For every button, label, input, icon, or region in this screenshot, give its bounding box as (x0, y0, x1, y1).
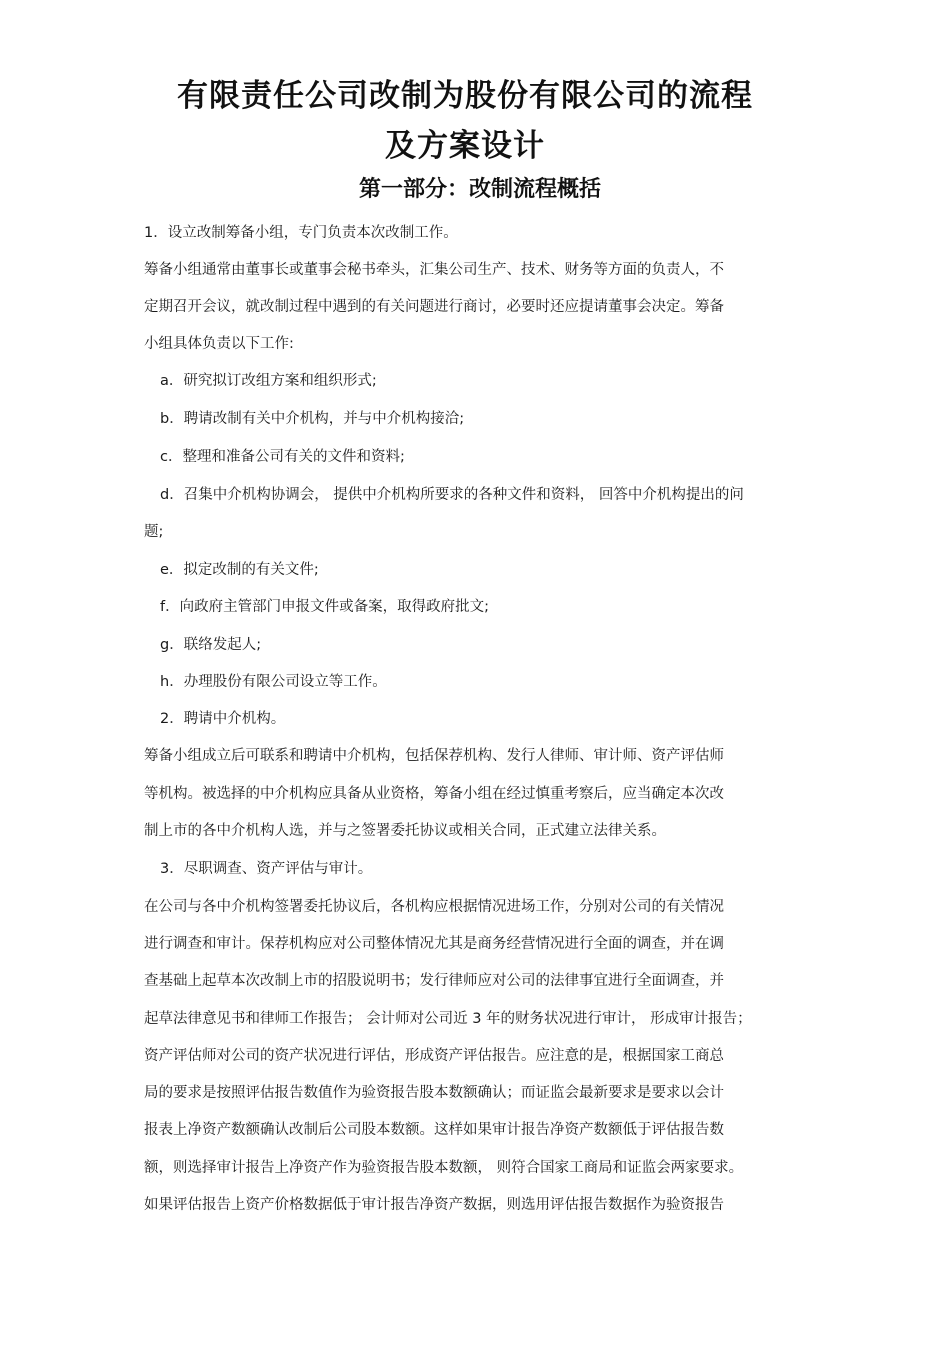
paragraph-line: 进行调查和审计。保荐机构应对公司整体情况尤其是商务经营情况进行全面的调查，并在调 (144, 936, 724, 952)
list-item-d: d．召集中介机构协调会， 提供中介机构所要求的各种文件和资料， 回答中介机构提出的问 (160, 487, 744, 503)
paragraph-line: 资产评估师对公司的资产状况进行评估，形成资产评估报告。应注意的是，根据国家工商总 (144, 1048, 724, 1064)
heading-item-3: 3．尽职调查、资产评估与审计。 (160, 861, 373, 877)
list-item-g: g．联络发起人; (160, 637, 262, 653)
section-title: 第一部分：改制流程概括 (358, 176, 601, 202)
paragraph-line: 查基础上起草本次改制上市的招股说明书；发行律师应对公司的法律事宜进行全面调查，并 (144, 973, 724, 989)
paragraph-line: 报表上净资产数额确认改制后公司股本数额。这样如果审计报告净资产数额低于评估报告数 (144, 1122, 724, 1138)
list-item-d-continued: 题; (144, 524, 164, 540)
list-item-c: c．整理和准备公司有关的文件和资料; (160, 449, 405, 465)
paragraph-line: 筹备小组通常由董事长或董事会秘书牵头，汇集公司生产、技术、财务等方面的负责人，不 (144, 262, 724, 278)
paragraph-line: 定期召开会议，就改制过程中遇到的有关问题进行商讨，必要时还应提请董事会决定。筹备 (144, 299, 724, 315)
list-item-e: e．拟定改制的有关文件; (160, 562, 319, 578)
list-item-f: f．向政府主管部门申报文件或备案，取得政府批文; (160, 599, 489, 615)
paragraph-line: 局的要求是按照评估报告数值作为验资报告股本数额确认；而证监会最新要求是要求以会计 (144, 1085, 724, 1101)
paragraph-line: 等机构。被选择的中介机构应具备从业资格，筹备小组在经过慎重考察后，应当确定本次改 (144, 786, 724, 802)
paragraph-line: 小组具体负责以下工作: (144, 336, 294, 352)
paragraph-line: 筹备小组成立后可联系和聘请中介机构，包括保荐机构、发行人律师、审计师、资产评估师 (144, 748, 724, 764)
heading-item-1: 1．设立改制筹备小组，专门负责本次改制工作。 (144, 225, 458, 241)
document-title-line-2: 及方案设计 (385, 128, 545, 164)
list-item-h: h．办理股份有限公司设立等工作。 (160, 674, 387, 690)
document-title-line-1: 有限责任公司改制为股份有限公司的流程 (177, 78, 753, 114)
heading-item-2: 2．聘请中介机构。 (160, 711, 286, 727)
paragraph-line: 制上市的各中介机构人选，并与之签署委托协议或相关合同，正式建立法律关系。 (144, 823, 666, 839)
list-item-a: a．研究拟订改组方案和组织形式; (160, 373, 377, 389)
paragraph-line: 起草法律意见书和律师工作报告； 会计师对公司近 3 年的财务状况进行审计， 形成审计报告； (144, 1011, 752, 1027)
paragraph-line: 在公司与各中介机构签署委托协议后，各机构应根据情况进场工作，分别对公司的有关情况 (144, 899, 724, 915)
paragraph-line: 如果评估报告上资产价格数据低于审计报告净资产数据，则选用评估报告数据作为验资报告 (144, 1197, 724, 1213)
list-item-b: b．聘请改制有关中介机构，并与中介机构接洽; (160, 411, 465, 427)
paragraph-line: 额，则选择审计报告上净资产作为验资报告股本数额， 则符合国家工商局和证监会两家要求。 (144, 1160, 744, 1176)
